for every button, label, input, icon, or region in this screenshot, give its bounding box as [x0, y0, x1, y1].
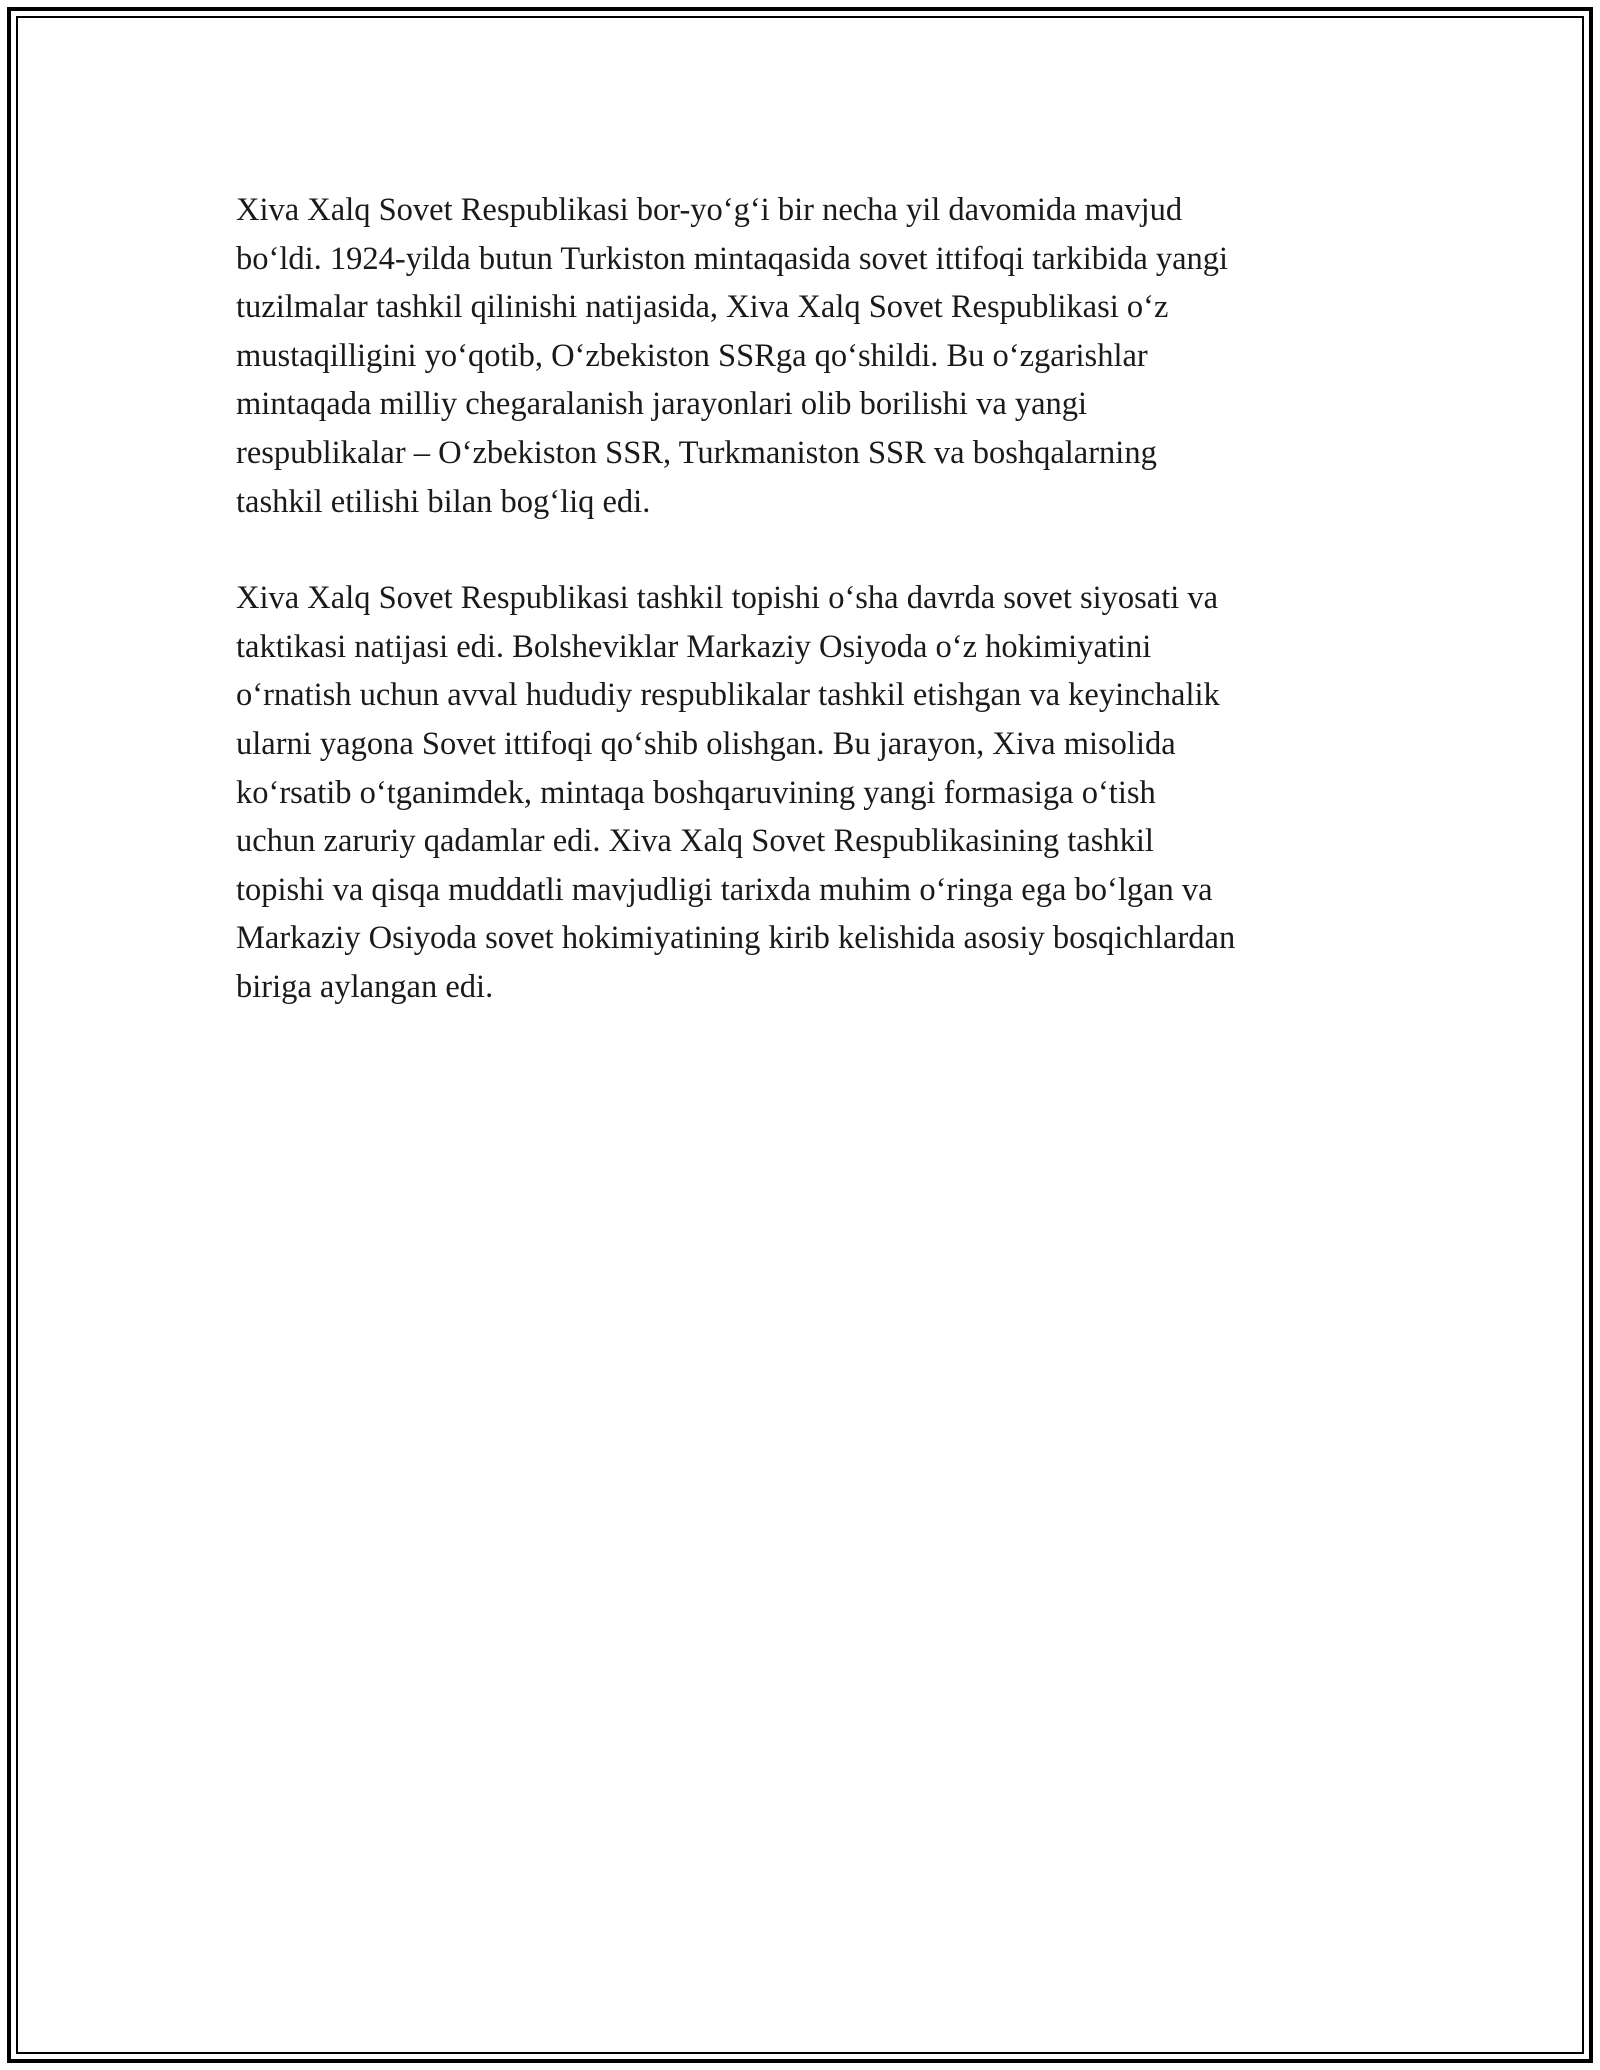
paragraph-2 [236, 574, 1376, 1011]
text-line: biriga aylangan edi. [236, 968, 494, 1005]
text-line: mintaqada milliy chegaralanish jarayonlari olib borilishi va yangi [236, 386, 1088, 423]
text-line: respublikalar – O‘zbekiston SSR, Turkmaniston SSR va boshqalarning [236, 434, 1157, 471]
text-line: o‘rnatish uchun avval hududiy respublikalar tashkil etishgan va keyinchalik [236, 677, 1220, 714]
text-line: ko‘rsatib o‘tganimdek, mintaqa boshqaruvining yangi formasiga o‘tish [236, 774, 1156, 811]
text-line: Xiva Xalq Sovet Respublikasi tashkil topishi o‘sha davrda sovet siyosati va [236, 580, 1219, 617]
text-line: bo‘ldi. 1924-yilda butun Turkiston mintaqasida sovet ittifoqi tarkibida yangi [236, 240, 1229, 277]
text-line: mustaqilligini yo‘qotib, O‘zbekiston SSRga qo‘shildi. Bu o‘zgarishlar [236, 337, 1148, 374]
text-line: ularni yagona Sovet ittifoqi qo‘shib olishgan. Bu jarayon, Xiva misolida [236, 725, 1176, 762]
document-body [236, 186, 1376, 1060]
text-line: taktikasi natijasi edi. Bolsheviklar Markaziy Osiyoda o‘z hokimiyatini [236, 628, 1152, 665]
text-line: topishi va qisqa muddatli mavjudligi tarixda muhim o‘ringa ega bo‘lgan va [236, 871, 1213, 908]
text-line: tuzilmalar tashkil qilinishi natijasida, Xiva Xalq Sovet Respublikasi o‘z [236, 289, 1169, 326]
text-line: Markaziy Osiyoda sovet hokimiyatining kirib kelishida asosiy bosqichlardan [236, 920, 1236, 957]
text-line: uchun zaruriy qadamlar edi. Xiva Xalq Sovet Respublikasining tashkil [236, 823, 1154, 860]
text-line: Xiva Xalq Sovet Respublikasi bor-yo‘g‘i bir necha yil davomida mavjud [236, 192, 1183, 228]
paragraph-1 [236, 186, 1376, 526]
text-line: tashkil etilishi bilan bog‘liq edi. [236, 483, 651, 520]
